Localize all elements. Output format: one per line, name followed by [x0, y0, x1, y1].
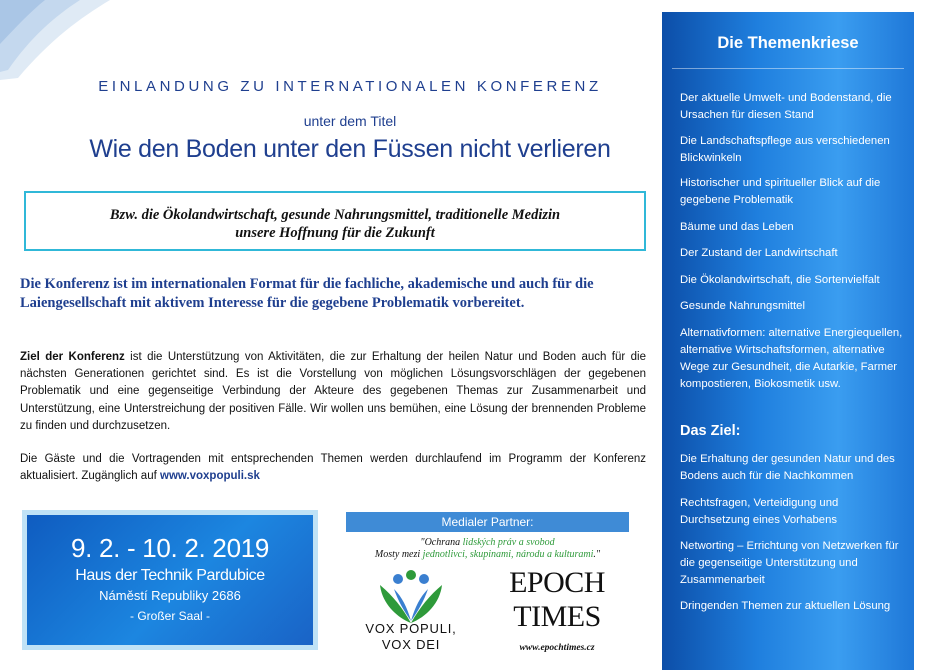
topics-sidebar [662, 0, 914, 670]
guests-paragraph [20, 451, 646, 485]
epoch-times-logo [494, 566, 620, 634]
event-venue: Haus der Technik Pardubice [75, 567, 265, 584]
sidebar-divider [672, 68, 904, 69]
subtitle: unter dem Titel [303, 113, 397, 129]
topic-item: Der aktuelle Umwelt- und Bodenstand, die Ursachen für diesen Stand [680, 92, 892, 121]
goal-text: ist die Unterstützung von Aktivitäten, die zur Erhaltung der heilen Natur und Boden auch für die nächsten Generationen gerichtet sind. Es ist die Vorstellung von möglichen Lösungsvorschlägen der gegebenen Problematik und eine gegenseitige Verbindung der Akteure des gegebenen Themas zur Zusammenarbeit und Unterstützung, eine Unterstreichung der positiven Fälle. Wir wollen uns bemühen, eine Lösung der brennenden Probleme zu finden und durchzusetzen. [20, 351, 646, 432]
website-link[interactable]: www.voxpopuli.sk [160, 470, 260, 483]
event-hall: - Großer Saal - [129, 609, 210, 623]
quote-open: "Ochrana [420, 537, 463, 548]
quote-close: ." [593, 549, 601, 560]
guests-text: Die Gäste und die Vortragenden mit entsprechenden Themen werden durchlaufend im Programm der Konferenz aktualisiert. Zugänglich auf [20, 453, 646, 483]
event-date: 9. 2. - 10. 2. 2019 [70, 533, 270, 563]
sidebar-heading: Die Themenkriese [717, 34, 859, 52]
epoch-times-url[interactable]: www.epochtimes.cz [519, 643, 595, 653]
subtitle-box-line1: Bzw. die Ökolandwirtschaft, gesunde Nahrungsmittel, traditionelle Medizin [109, 207, 561, 223]
event-address: Náměstí Republiky 2686 [99, 588, 241, 603]
goal-lead: Ziel der Konferenz [20, 351, 125, 363]
topic-item: Alternativformen: alternative Energiequellen, alternative Wirtschaftsformen, alternative Wege zur Gesundheit, die Autarkie, Farmer kompostieren, Biokosmetik usw. [680, 327, 903, 390]
event-info-box [22, 510, 318, 650]
goal-item: Networting – Errichtung von Netzwerken für die gegenseitige Unterstützung und Zusammenarbeit [680, 540, 899, 586]
topic-item: Gesunde Nahrungsmittel [680, 300, 805, 312]
partner-quote [346, 537, 629, 561]
vox-populi-logo-icon [378, 567, 444, 625]
topic-item: Die Landschaftspflege aus verschiedenen Blickwinkeln [680, 135, 890, 164]
goal-item: Dringenden Themen zur aktuellen Lösung [680, 600, 891, 612]
subtitle-box [24, 191, 646, 251]
topic-item: Die Ökolandwirtschaft, die Sortenvielfalt [680, 274, 880, 286]
goal-paragraph [20, 349, 646, 435]
vox-line1: VOX POPULI, [365, 621, 457, 636]
subtitle-box-line2: unsere Hoffnung für die Zukunft [235, 225, 435, 241]
media-partner-label: Medialer Partner: [346, 512, 629, 532]
vox-populi-name [358, 621, 464, 653]
goal-item: Rechtsfragen, Verteidigung und Durchsetzung eines Vorhabens [680, 497, 839, 526]
vox-line2: VOX DEI [381, 637, 441, 652]
topic-item: Der Zustand der Landwirtschaft [680, 247, 838, 259]
topic-item: Historischer und spiritueller Blick auf die gegebene Problematik [680, 177, 881, 206]
quote-line2-start: Mosty mezi [374, 549, 423, 560]
goal-heading: Das Ziel: [680, 423, 741, 439]
goal-item: Die Erhaltung der gesunden Natur und des Bodens auch für die Nachkommen [680, 453, 895, 482]
intro-paragraph: Die Konferenz ist im internationalen Format für die fachliche, akademische und auch für die Laiengesellschaft mit aktivem Interesse für die gegebene Problematik vorbereitet. [20, 276, 594, 311]
topic-item: Bäume und das Leben [680, 221, 794, 233]
quote-green-1: lidských práv a svobod [462, 537, 555, 548]
epoch-line2: TIMES [513, 600, 601, 633]
quote-green-2: jednotlivci, skupinami, národu a kulturami [422, 549, 594, 560]
epoch-line1: EPOCH [509, 566, 605, 599]
corner-swoosh-decoration [0, 0, 120, 80]
sidebar-top-strip [662, 0, 914, 12]
page-title: Wie den Boden unter den Füssen nicht verlieren [89, 135, 611, 163]
invitation-heading: EINLANDUNG ZU INTERNATIONALEN KONFERENZ [98, 78, 602, 95]
